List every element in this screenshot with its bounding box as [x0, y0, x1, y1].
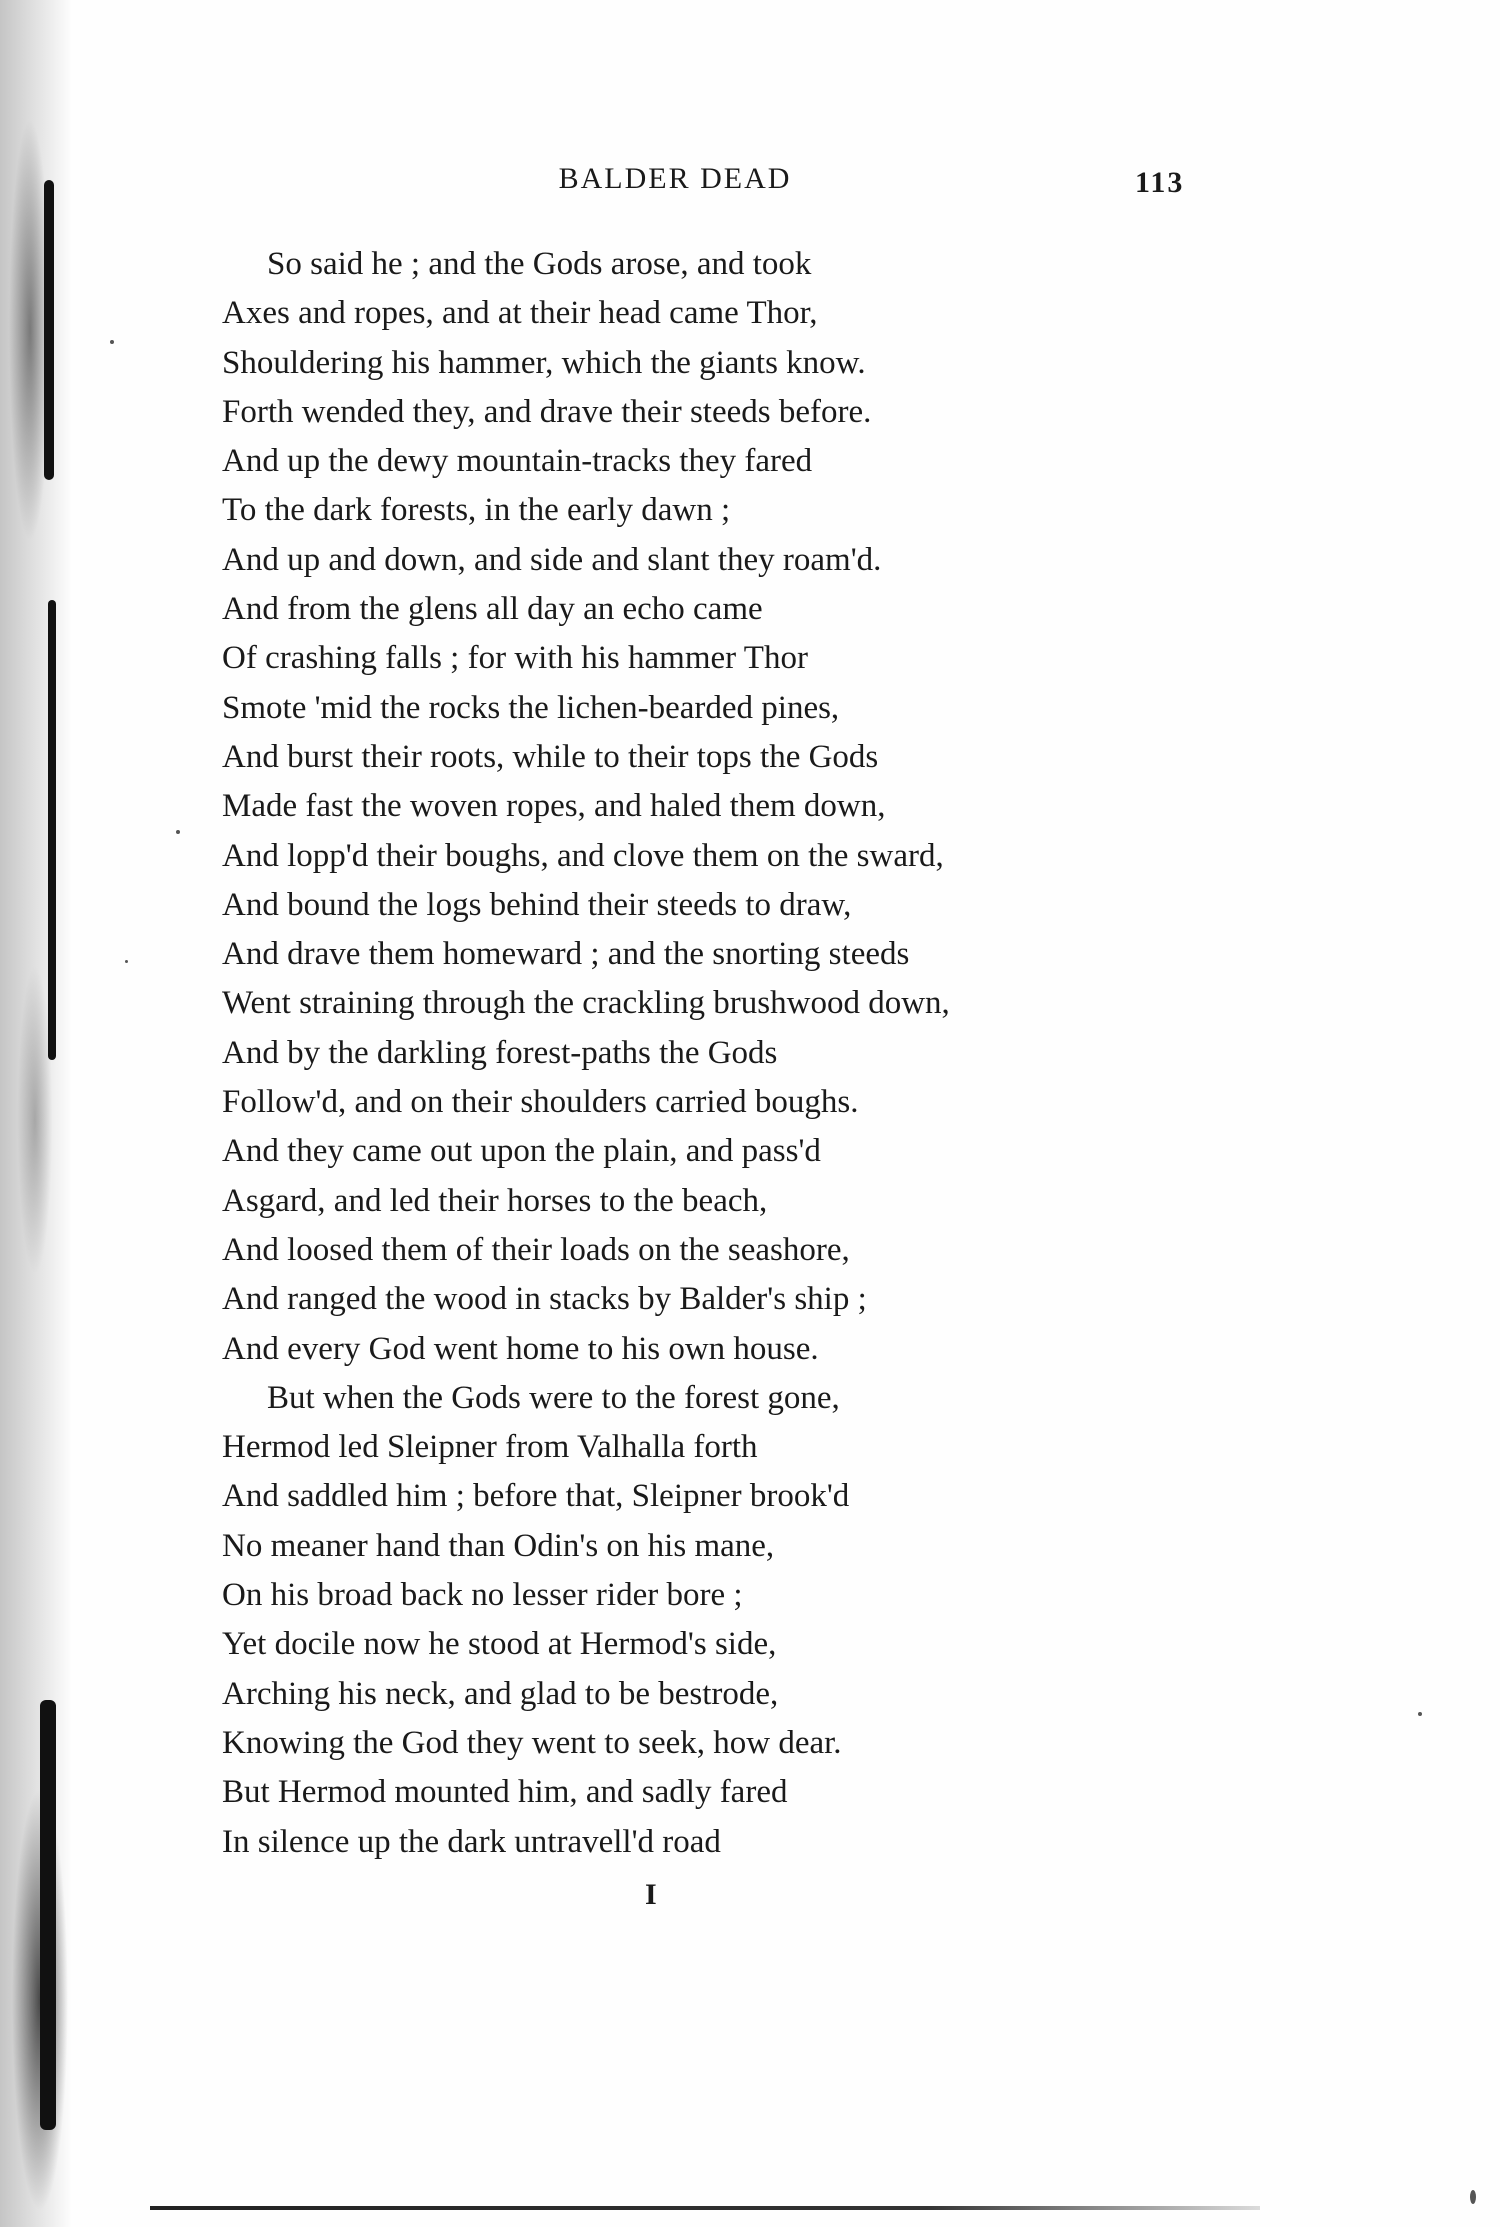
- poem-line: And up the dewy mountain-tracks they fared: [222, 443, 813, 480]
- binding-edge-middle: [48, 600, 56, 1060]
- poem-line: Asgard, and led their horses to the beach,: [222, 1182, 768, 1219]
- scan-speck: [176, 830, 180, 834]
- poem-line: And loosed them of their loads on the seashore,: [222, 1231, 850, 1268]
- running-head: [0, 162, 1500, 202]
- poem-line: And by the darkling forest-paths the Gods: [222, 1034, 778, 1071]
- poem-line: But when the Gods were to the forest gone,: [267, 1379, 840, 1416]
- poem-line: Went straining through the crackling brushwood down,: [222, 985, 950, 1022]
- poem-line: Arching his neck, and glad to be bestrode,: [222, 1675, 779, 1712]
- signature-mark: I: [645, 1878, 657, 1911]
- poem-line: And lopp'd their boughs, and clove them on the sward,: [222, 837, 944, 874]
- running-head-title: BALDER DEAD: [558, 162, 792, 195]
- poem-line: And they came out upon the plain, and pass'd: [222, 1133, 821, 1170]
- poem-line: Axes and ropes, and at their head came Thor,: [222, 295, 818, 332]
- poem-line: And up and down, and side and slant they roam'd.: [222, 541, 882, 578]
- binding-shadow: [0, 0, 120, 2227]
- poem-line: In silence up the dark untravell'd road: [222, 1823, 721, 1860]
- poem-line: And saddled him ; before that, Sleipner brook'd: [222, 1478, 850, 1515]
- page-number: 113: [1135, 166, 1185, 199]
- poem-line: Of crashing falls ; for with his hammer Thor: [222, 640, 808, 677]
- poem-line: And bound the logs behind their steeds to draw,: [222, 886, 852, 923]
- poem-line: Smote 'mid the rocks the lichen-bearded pines,: [222, 689, 840, 726]
- scan-speck: [110, 340, 114, 344]
- poem-line: Yet docile now he stood at Hermod's side,: [222, 1626, 777, 1663]
- poem-line: Made fast the woven ropes, and haled them down,: [222, 788, 886, 825]
- poem-line: And drave them homeward ; and the snorting steeds: [222, 936, 910, 973]
- poem-line: And every God went home to his own house.: [222, 1330, 819, 1367]
- poem-line: To the dark forests, in the early dawn ;: [222, 492, 731, 529]
- poem-line: Forth wended they, and drave their steeds before.: [222, 393, 872, 430]
- scan-speck: [1418, 1712, 1422, 1716]
- poem-line: Hermod led Sleipner from Valhalla forth: [222, 1429, 758, 1466]
- binding-edge-upper: [44, 180, 54, 480]
- poem-line: And burst their roots, while to their tops the Gods: [222, 738, 879, 775]
- poem-body: [222, 240, 1222, 1867]
- poem-line: And from the glens all day an echo came: [222, 591, 763, 628]
- poem-line: Shouldering his hammer, which the giants know.: [222, 344, 866, 381]
- poem-line: But Hermod mounted him, and sadly fared: [222, 1774, 788, 1811]
- bottom-scan-edge: [150, 2206, 1260, 2210]
- poem-line: On his broad back no lesser rider bore ;: [222, 1577, 743, 1614]
- poem-line: So said he ; and the Gods arose, and took: [267, 246, 812, 282]
- binding-edge-lower: [40, 1700, 56, 2130]
- poem-line: Follow'd, and on their shoulders carried boughs.: [222, 1084, 859, 1121]
- scan-speck: [1470, 2190, 1476, 2204]
- scan-speck: [125, 960, 128, 963]
- poem-line: Knowing the God they went to seek, how dear.: [222, 1724, 842, 1761]
- poem-line: And ranged the wood in stacks by Balder's ship ;: [222, 1281, 867, 1318]
- poem-line: No meaner hand than Odin's on his mane,: [222, 1527, 775, 1564]
